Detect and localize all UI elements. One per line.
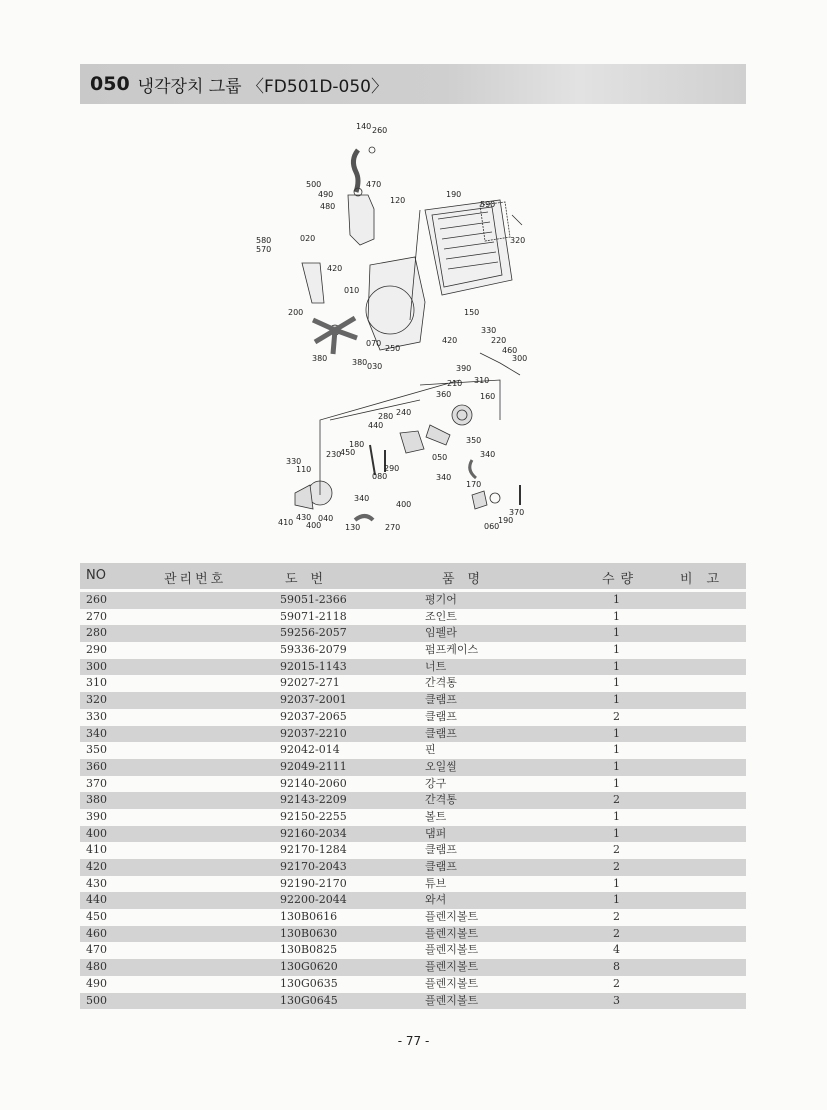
callout-label: 130 bbox=[345, 523, 361, 532]
callout-label: 330 bbox=[481, 326, 497, 335]
table-row: 380 92143-2209 간격통 2 bbox=[80, 792, 746, 809]
callout-label: 400 bbox=[306, 521, 322, 530]
callout-label: 340 bbox=[436, 473, 452, 482]
callout-label: 460 bbox=[502, 346, 518, 355]
callout-label: 250 bbox=[385, 344, 401, 353]
callout-label: 180 bbox=[349, 440, 365, 449]
callout-label: 040 bbox=[318, 514, 334, 523]
callout-label: 450 bbox=[340, 448, 356, 457]
callout-label: 020 bbox=[300, 234, 316, 243]
callout-label: 060 bbox=[484, 522, 500, 531]
callout-label: 420 bbox=[327, 264, 343, 273]
table-row: 480 130G0620 플렌지볼트 8 bbox=[80, 959, 746, 976]
callout-label: 580 bbox=[256, 236, 272, 245]
table-row: 400 92160-2034 댐퍼 1 bbox=[80, 826, 746, 843]
callout-label: 300 bbox=[512, 354, 528, 363]
callout-label: 190 bbox=[498, 516, 514, 525]
callout-label: 330 bbox=[286, 457, 302, 466]
table-row: 360 92049-2111 오일씰 1 bbox=[80, 759, 746, 776]
callout-label: 570 bbox=[256, 245, 272, 254]
table-row: 370 92140-2060 강구 1 bbox=[86, 776, 620, 790]
callout-label: 270 bbox=[385, 523, 401, 532]
table-row: 470 130B0825 플렌지볼트 4 bbox=[86, 943, 620, 957]
callout-label: 480 bbox=[320, 202, 336, 211]
table-row: 460 130B0630 플렌지볼트 2 bbox=[80, 926, 746, 943]
table-row: 290 59336-2079 펌프케이스 1 bbox=[86, 643, 620, 657]
table-row: 440 92200-2044 와셔 1 bbox=[80, 892, 746, 909]
callout-label: 280 bbox=[378, 412, 394, 421]
table-row: 310 92027-271 간격통 1 bbox=[86, 676, 620, 690]
callout-label: 150 bbox=[464, 308, 480, 317]
callout-label: 200 bbox=[288, 308, 304, 317]
callout-label: 500 bbox=[306, 180, 322, 189]
col-header-note: 비고 bbox=[680, 572, 734, 587]
col-header-no: NO bbox=[86, 568, 106, 583]
callout-label: 340 bbox=[480, 450, 496, 459]
table-row: 280 59256-2057 임펠라 1 bbox=[80, 625, 746, 642]
callout-label: 050 bbox=[432, 453, 448, 462]
callout-label: 260 bbox=[372, 126, 388, 135]
callout-label: 420 bbox=[442, 336, 458, 345]
callout-label: 240 bbox=[396, 408, 412, 417]
callout-label: 080 bbox=[372, 472, 388, 481]
callout-label: 140 bbox=[356, 122, 372, 131]
section-title: 냉각장치 그룹 〈FD501D-050〉 bbox=[137, 76, 388, 97]
callout-label: 120 bbox=[390, 196, 406, 205]
callout-label: 170 bbox=[466, 480, 482, 489]
parts-table bbox=[80, 592, 746, 1009]
callout-label: 440 bbox=[368, 421, 384, 430]
col-header-part-name: 품 명 bbox=[442, 572, 481, 587]
table-row: 320 92037-2001 클램프 1 bbox=[80, 692, 746, 709]
callout-label: 210 bbox=[447, 379, 463, 388]
callout-label: 350 bbox=[466, 436, 482, 445]
table-row: 330 92037-2065 클램프 2 bbox=[86, 709, 620, 723]
table-row: 490 130G0635 플렌지볼트 2 bbox=[86, 976, 620, 990]
col-header-drawing-number: 도 번 bbox=[285, 572, 324, 587]
callout-label: 410 bbox=[278, 518, 294, 527]
table-row: 420 92170-2043 클램프 2 bbox=[80, 859, 746, 876]
table-row: 260 59051-2366 평기어 1 bbox=[80, 592, 746, 609]
callout-label: 030 bbox=[367, 362, 383, 371]
callout-label: 360 bbox=[436, 390, 452, 399]
section-code: 050 bbox=[90, 73, 130, 95]
table-row: 450 130B0616 플렌지볼트 2 bbox=[86, 910, 620, 924]
callout-label: 400 bbox=[396, 500, 412, 509]
callout-label: 190 bbox=[446, 190, 462, 199]
callout-label: 010 bbox=[344, 286, 360, 295]
callout-label: 220 bbox=[491, 336, 507, 345]
table-row: 430 92190-2170 튜브 1 bbox=[86, 876, 620, 890]
callout-label: 470 bbox=[366, 180, 382, 189]
col-header-mgmt-number: 관리번호 bbox=[164, 572, 227, 587]
callout-label: 390 bbox=[456, 364, 472, 373]
callout-label: 380 bbox=[312, 354, 328, 363]
callout-label: 230 bbox=[326, 450, 342, 459]
table-row: 350 92042-014 핀 1 bbox=[86, 743, 620, 757]
exploded-parts-diagram bbox=[240, 115, 570, 535]
callout-label: 430 bbox=[296, 513, 312, 522]
page-number: - 77 - bbox=[397, 1034, 430, 1048]
callout-label: 340 bbox=[354, 494, 370, 503]
table-header bbox=[80, 563, 746, 589]
callout-label: 590 bbox=[480, 200, 496, 209]
callout-label: 370 bbox=[509, 508, 525, 517]
table-row: 340 92037-2210 클램프 1 bbox=[80, 726, 746, 743]
callout-label: 320 bbox=[510, 236, 526, 245]
callout-label: 380 bbox=[352, 358, 368, 367]
col-header-quantity: 수량 bbox=[602, 572, 640, 587]
callout-label: 290 bbox=[384, 464, 400, 473]
callout-label: 110 bbox=[296, 465, 312, 474]
callout-label: 160 bbox=[480, 392, 496, 401]
callout-label: 070 bbox=[366, 339, 382, 348]
table-row: 410 92170-1284 클램프 2 bbox=[86, 843, 620, 857]
table-row: 390 92150-2255 볼트 1 bbox=[86, 809, 620, 823]
table-row: 500 130G0645 플렌지볼트 3 bbox=[80, 993, 746, 1010]
table-row: 300 92015-1143 너트 1 bbox=[80, 659, 746, 676]
section-header bbox=[80, 64, 746, 104]
callout-label: 490 bbox=[318, 190, 334, 199]
callout-label: 310 bbox=[474, 376, 490, 385]
table-row: 270 59071-2118 조인트 1 bbox=[86, 609, 620, 623]
